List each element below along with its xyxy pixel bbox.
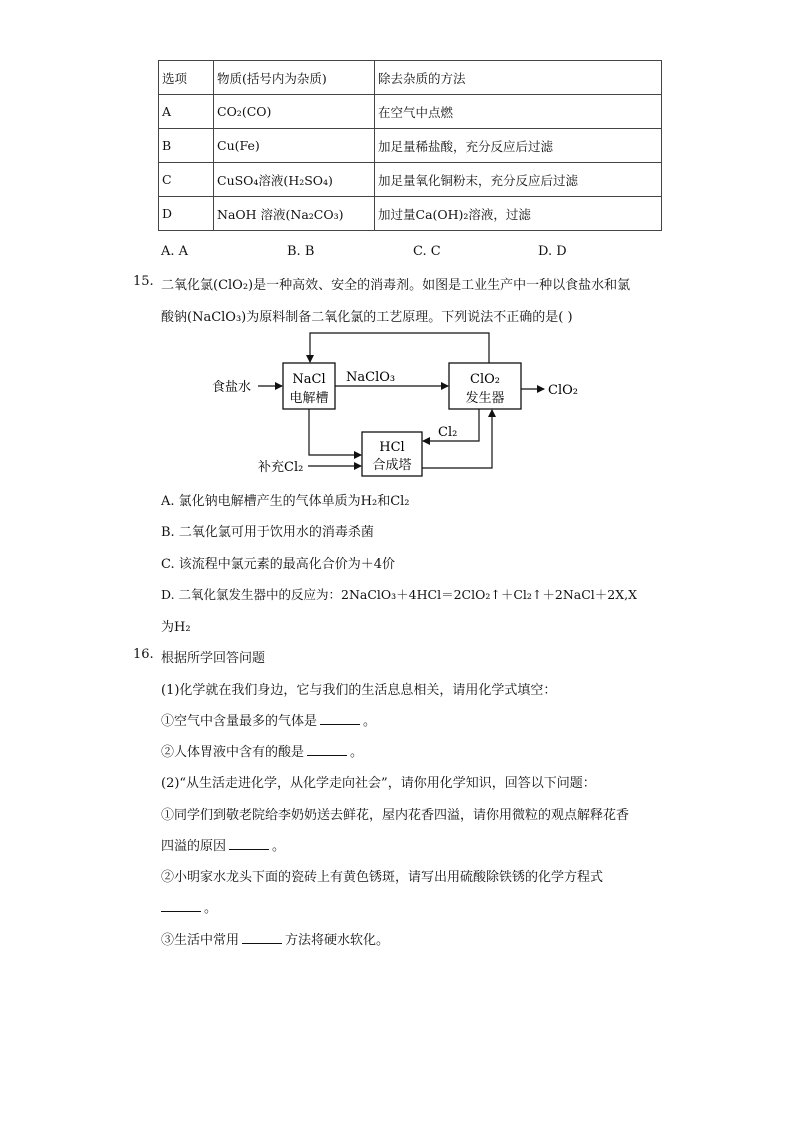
option-cell: C: [159, 163, 214, 197]
q16-item3-line1: ①同学们到敬老院给李奶奶送去鲜花，屋内花香四溢，请你用微粒的观点解释花香: [161, 808, 630, 823]
q16-item4-line2: [161, 897, 217, 916]
option-cell: B: [159, 129, 214, 163]
q15-option-b[interactable]: B. 二氧化氯可用于饮用水的消毒杀菌: [161, 525, 374, 540]
item2-text: ②人体胃液中含有的酸是: [161, 745, 305, 760]
answer-blank[interactable]: [161, 899, 201, 912]
generator-label-2: 发生器: [465, 391, 505, 406]
q16-part1: (1)化学就在我们身边，它与我们的生活息息相关，请用化学式填空：: [161, 683, 557, 698]
q15-option-a[interactable]: A. 氯化钠电解槽产生的气体单质为H₂和Cl₂: [161, 494, 410, 509]
period: 。: [363, 714, 377, 729]
substance-cell: Cu(Fe): [214, 129, 375, 163]
naclo3-label: NaClO₃: [346, 370, 396, 385]
output-label: ClO₂: [548, 383, 578, 398]
cell-label-1: NaCl: [292, 372, 326, 387]
q16-item1: [161, 710, 376, 729]
q15-option-d[interactable]: D. 二氧化氯发生器中的反应为：2NaClO₃＋4HCl＝2ClO₂↑＋Cl₂↑＋2NaCl＋2X,X: [161, 587, 638, 602]
method-cell: 加足量稀盐酸，充分反应后过滤: [375, 129, 662, 163]
period: 。: [272, 839, 286, 854]
item1-text: ①空气中含量最多的气体是: [161, 714, 318, 729]
answer-blank[interactable]: [229, 837, 269, 850]
option-cell: A: [159, 95, 214, 129]
supplement-label: 补充Cl₂: [258, 460, 304, 475]
option-cell: D: [159, 197, 214, 231]
header-cell: 物质(括号内为杂质): [214, 61, 375, 95]
brine-label: 食盐水: [212, 380, 252, 395]
q16-item5: [161, 929, 389, 948]
q16-item4-line1: ②小明家水龙头下面的瓷砖上有黄色锈斑，请写出用硫酸除铁锈的化学方程式: [161, 870, 604, 885]
header-cell: 除去杂质的方法: [375, 61, 662, 95]
method-cell: 在空气中点燃: [375, 95, 662, 129]
substance-cell: NaOH 溶液(Na₂CO₃): [214, 197, 375, 231]
substance-cell: CuSO₄溶液(H₂SO₄): [214, 163, 375, 197]
q15-option-d-cont: 为H₂: [161, 620, 191, 635]
answer-blank[interactable]: [242, 931, 282, 944]
period: 。: [204, 901, 218, 916]
cl2-label: Cl₂: [438, 425, 458, 440]
generator-label-1: ClO₂: [470, 372, 500, 387]
item3-text: 四溢的原因: [161, 839, 227, 854]
cell-label-2: 电解槽: [289, 391, 329, 406]
q16-item3-line2: [161, 835, 285, 854]
recycle-arrow: [310, 333, 489, 363]
method-cell: 加过量Ca(OH)₂溶液，过滤: [375, 197, 662, 231]
hcl-label-2: 合成塔: [372, 458, 412, 473]
choice-c[interactable]: C. C: [413, 244, 441, 259]
q15-stem-line1: 二氧化氯(ClO₂)是一种高效、安全的消毒剂。如图是工业生产中一种以食盐水和氯: [161, 278, 631, 293]
substance-cell: CO₂(CO): [214, 95, 375, 129]
q16-item2: [161, 741, 363, 760]
q15-stem-line2: 酸钠(NaClO₃)为原料制备二氧化氯的工艺原理。下列说法不正确的是( ): [161, 310, 573, 325]
choice-a[interactable]: A. A: [161, 244, 189, 259]
method-cell: 加足量氧化铜粉末，充分反应后过滤: [375, 163, 662, 197]
question-number: 15.: [133, 274, 154, 289]
q16-part2: (2)“从生活走进化学，从化学走向社会”，请你用化学知识，回答以下问题：: [161, 776, 596, 791]
choice-d[interactable]: D. D: [538, 244, 567, 259]
answer-blank[interactable]: [320, 712, 360, 725]
choice-b[interactable]: B. B: [287, 244, 315, 259]
q16-title: 根据所学回答问题: [161, 651, 266, 666]
item5-post: 方法将硬水软化。: [285, 933, 390, 948]
item5-pre: ③生活中常用: [161, 933, 240, 948]
hcl-label-1: HCl: [379, 440, 405, 455]
period: 。: [350, 745, 364, 760]
cell-to-tower-arrow: [309, 409, 361, 455]
process-flow-diagram: [0, 0, 794, 500]
q15-option-c[interactable]: C. 该流程中氯元素的最高化合价为＋4价: [161, 557, 396, 572]
answer-blank[interactable]: [307, 743, 347, 756]
question-number: 16.: [133, 647, 154, 662]
header-cell: 选项: [159, 61, 214, 95]
